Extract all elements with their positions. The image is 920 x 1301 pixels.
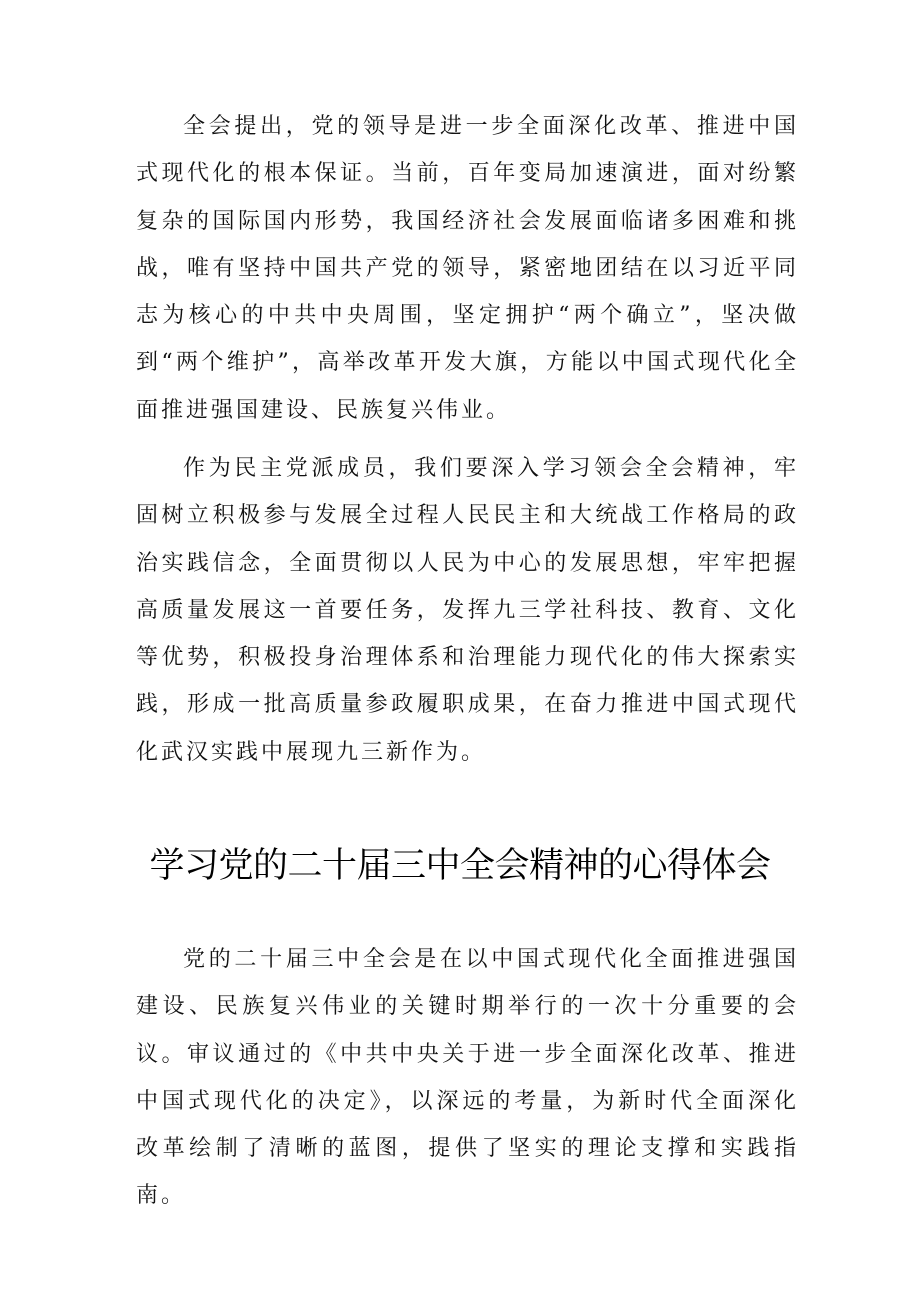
paragraph-leadership: 全会提出，党的领导是进一步全面深化改革、推进中国式现代化的根本保证。当前，百年变局加速演进，面对纷繁复杂的国际国内形势，我国经济社会发展面临诸多困难和挑战，唯有坚持中国共产党的领导，紧密地团结在以习近平同志为核心的中共中央周围，坚定拥护“两个确立”，坚决做到“两个维护”，高举改革开发大旗，方能以中国式现代化全面推进强国建设、民族复兴伟业。 bbox=[136, 114, 799, 423]
paragraph-plenum-intro: 党的二十届三中全会是在以中国式现代化全面推进强国建设、民族复兴伟业的关键时期举行的一次十分重要的会议。审议通过的《中共中央关于进一步全面深化改革、推进中国式现代化的决定》，以深远的考量，为新时代全面深化改革绘制了清晰的蓝图，提供了坚实的理论支撑和实践指南。 bbox=[136, 947, 799, 1209]
paragraph-party-member-role: 作为民主党派成员，我们要深入学习领会全会精神，牢固树立积极参与发展全过程人民民主和大统战工作格局的政治实践信念，全面贯彻以人民为中心的发展思想，牢牢把握高质量发展这一首要任务，发挥九三学社科技、教育、文化等优势，积极投身治理体系和治理能力现代化的伟大探索实践，形成一批高质量参政履职成果，在奋力推进中国式现代化武汉实践中展现九三新作为。 bbox=[136, 456, 799, 765]
section-heading: 学习党的二十届三中全会精神的心得体会 bbox=[149, 846, 771, 886]
